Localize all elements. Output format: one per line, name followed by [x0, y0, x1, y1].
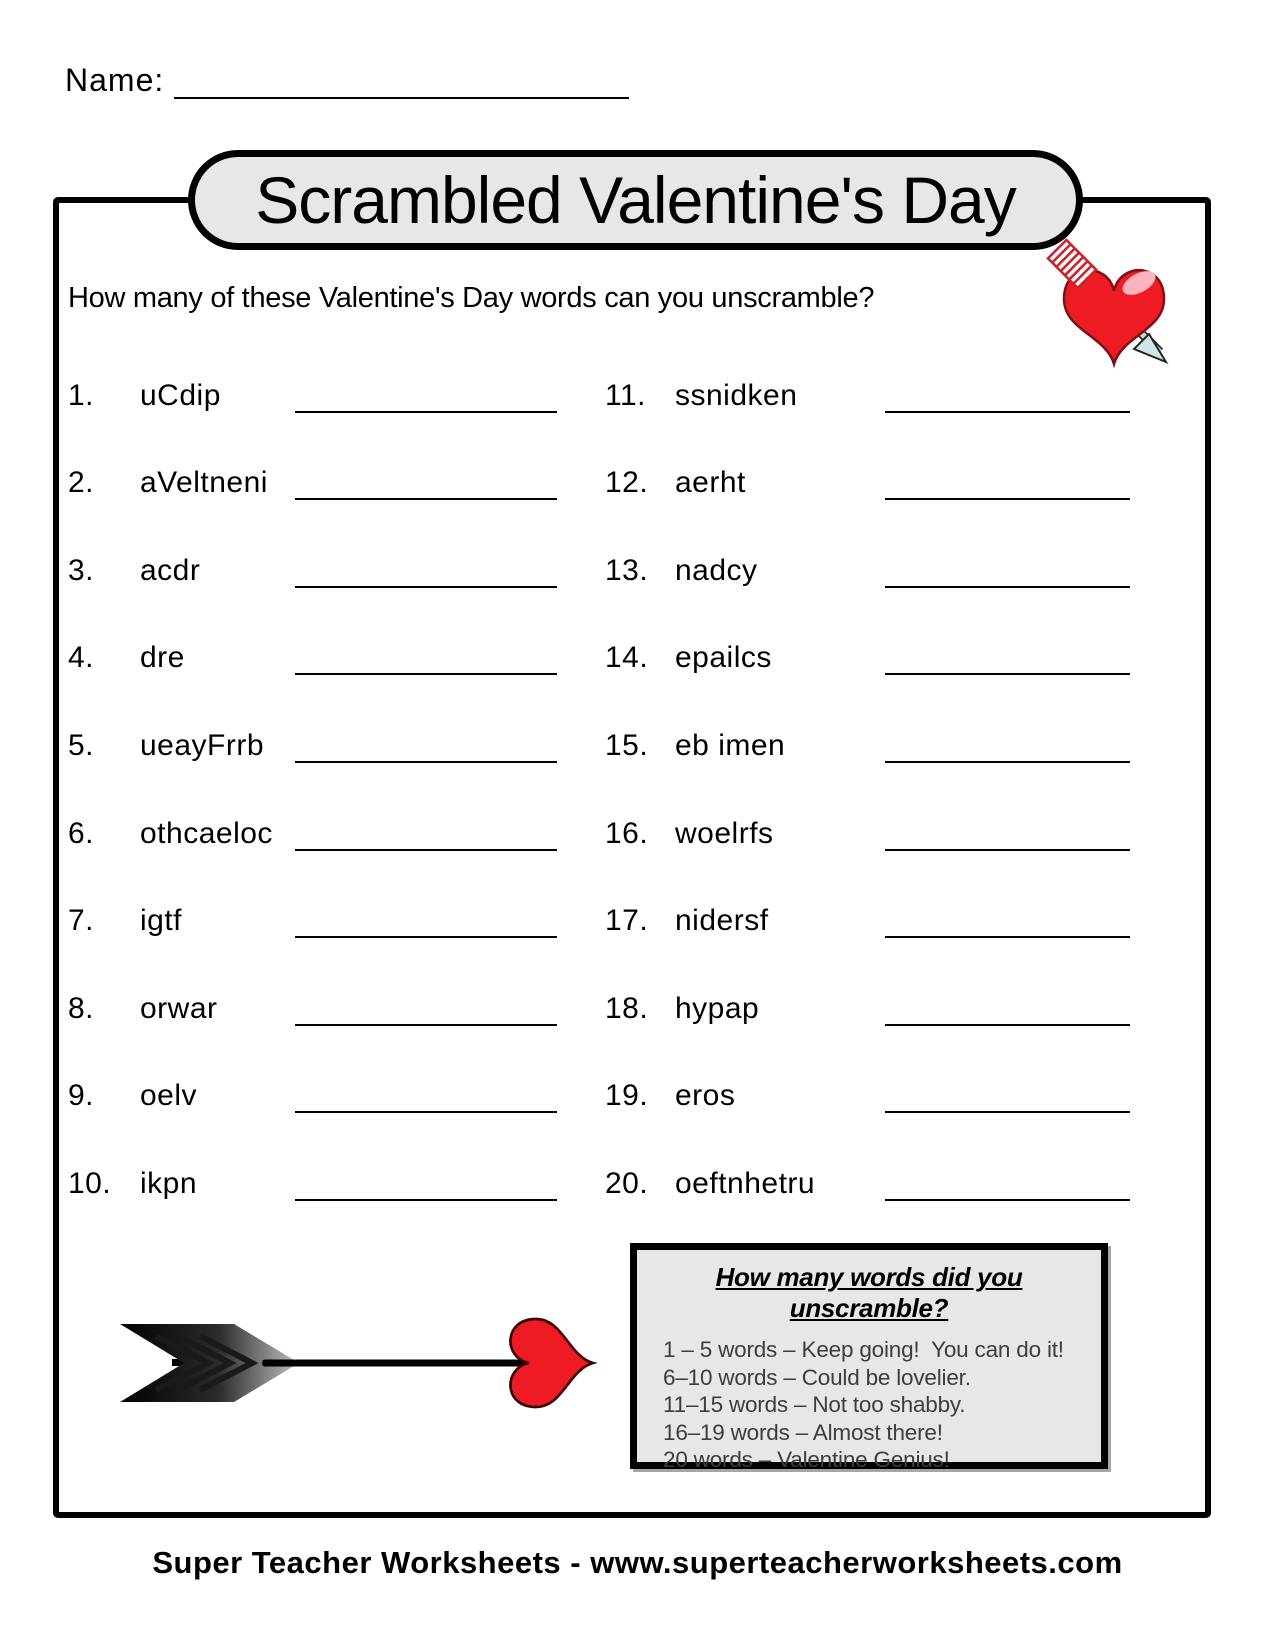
- scrambled-word: ueayFrrb: [140, 728, 265, 762]
- word-number: 1.: [68, 378, 95, 412]
- word-item: [605, 413, 1133, 501]
- word-number: 13.: [605, 553, 649, 587]
- page-title: Scrambled Valentine's Day: [255, 163, 1016, 237]
- answer-blank-line: [885, 1014, 1130, 1026]
- answer-blank-line: [885, 926, 1130, 938]
- answer-blank-line: [295, 1189, 557, 1201]
- word-number: 18.: [605, 991, 649, 1025]
- word-list-right-column: [605, 325, 1133, 1201]
- word-number: 14.: [605, 641, 649, 675]
- word-item: [68, 763, 560, 851]
- scrambled-word: dre: [140, 641, 185, 675]
- answer-blank-line: [295, 1101, 557, 1113]
- word-item: [605, 1026, 1133, 1114]
- word-number: 12.: [605, 466, 649, 500]
- word-item: [605, 763, 1133, 851]
- word-number: 11.: [605, 378, 646, 412]
- answer-blank-line: [295, 488, 557, 500]
- word-number: 9.: [68, 1079, 95, 1113]
- word-item: [68, 675, 560, 763]
- word-item: [605, 938, 1133, 1026]
- answer-blank-line: [885, 751, 1130, 763]
- scrambled-word: eb imen: [675, 728, 786, 762]
- word-item: [605, 588, 1133, 676]
- scrambled-word: hypap: [675, 991, 760, 1025]
- scrambled-word: aVeltneni: [140, 466, 268, 500]
- word-item: [68, 325, 560, 413]
- score-guide-line: 20 words – Valentine Genius!: [663, 1447, 950, 1473]
- score-guide-line: 16–19 words – Almost there!: [663, 1419, 943, 1445]
- word-item: [605, 675, 1133, 763]
- scrambled-word: ikpn: [140, 1166, 198, 1200]
- name-row: [65, 62, 629, 99]
- scrambled-word: aerht: [675, 466, 746, 500]
- answer-blank-line: [885, 1189, 1130, 1201]
- word-number: 10.: [68, 1166, 112, 1200]
- scrambled-word: acdr: [140, 553, 201, 587]
- word-number: 19.: [605, 1079, 649, 1113]
- word-number: 15.: [605, 728, 649, 762]
- answer-blank-line: [885, 663, 1130, 675]
- scrambled-word: othcaeloc: [140, 816, 273, 850]
- word-item: [68, 851, 560, 939]
- word-item: [605, 1113, 1133, 1201]
- answer-blank-line: [295, 926, 557, 938]
- cupid-arrow-with-heart-tip-icon: [112, 1312, 600, 1414]
- name-blank-line: [174, 63, 629, 99]
- scrambled-word: nidersf: [675, 904, 769, 938]
- scrambled-word: nadcy: [675, 553, 758, 587]
- heart-pierced-by-arrow-icon: [1038, 236, 1188, 376]
- answer-blank-line: [295, 663, 557, 675]
- word-list-left-column: [68, 325, 560, 1201]
- answer-blank-line: [885, 1101, 1130, 1113]
- answer-blank-line: [295, 839, 557, 851]
- word-number: 16.: [605, 816, 649, 850]
- word-number: 17.: [605, 904, 649, 938]
- answer-blank-line: [885, 839, 1130, 851]
- word-item: [605, 851, 1133, 939]
- word-number: 3.: [68, 553, 95, 587]
- answer-blank-line: [295, 1014, 557, 1026]
- score-guide-line: 6–10 words – Could be lovelier.: [663, 1364, 971, 1390]
- scrambled-word: epailcs: [675, 641, 772, 675]
- word-item: [68, 588, 560, 676]
- word-item: [68, 938, 560, 1026]
- scrambled-word: oeftnhetru: [675, 1166, 816, 1200]
- answer-blank-line: [295, 401, 557, 413]
- name-label: Name:: [65, 62, 165, 98]
- word-number: 20.: [605, 1166, 649, 1200]
- score-guide-line: 1 – 5 words – Keep going! You can do it!: [663, 1337, 1064, 1362]
- scrambled-word: orwar: [140, 991, 218, 1025]
- word-item: [68, 500, 560, 588]
- score-guide-heading: How many words did you unscramble?: [715, 1262, 1023, 1323]
- word-item: [68, 1026, 560, 1114]
- word-number: 6.: [68, 816, 95, 850]
- scrambled-word: eros: [675, 1079, 736, 1113]
- score-guide-line: 11–15 words – Not too shabby.: [663, 1392, 966, 1418]
- title-banner: [188, 150, 1083, 250]
- score-guide-lines: [637, 1324, 1101, 1474]
- word-number: 5.: [68, 728, 95, 762]
- answer-blank-line: [295, 576, 557, 588]
- word-item: [605, 500, 1133, 588]
- answer-blank-line: [885, 488, 1130, 500]
- word-item: [68, 413, 560, 501]
- word-number: 8.: [68, 991, 95, 1025]
- answer-blank-line: [885, 401, 1130, 413]
- word-number: 4.: [68, 641, 95, 675]
- instructions-text: How many of these Valentine's Day words can you unscramble?: [68, 282, 875, 314]
- word-number: 7.: [68, 904, 95, 938]
- answer-blank-line: [885, 576, 1130, 588]
- scrambled-word: oelv: [140, 1079, 198, 1113]
- scrambled-word: ssnidken: [675, 378, 798, 412]
- word-number: 2.: [68, 466, 95, 500]
- word-item: [68, 1113, 560, 1201]
- scrambled-word: igtf: [140, 904, 183, 938]
- scrambled-word: woelrfs: [675, 816, 774, 850]
- score-guide-box: [630, 1243, 1108, 1473]
- answer-blank-line: [295, 751, 557, 763]
- footer-credit: Super Teacher Worksheets - www.superteacherworksheets.com: [152, 1545, 1123, 1580]
- scrambled-word: uCdip: [140, 378, 221, 412]
